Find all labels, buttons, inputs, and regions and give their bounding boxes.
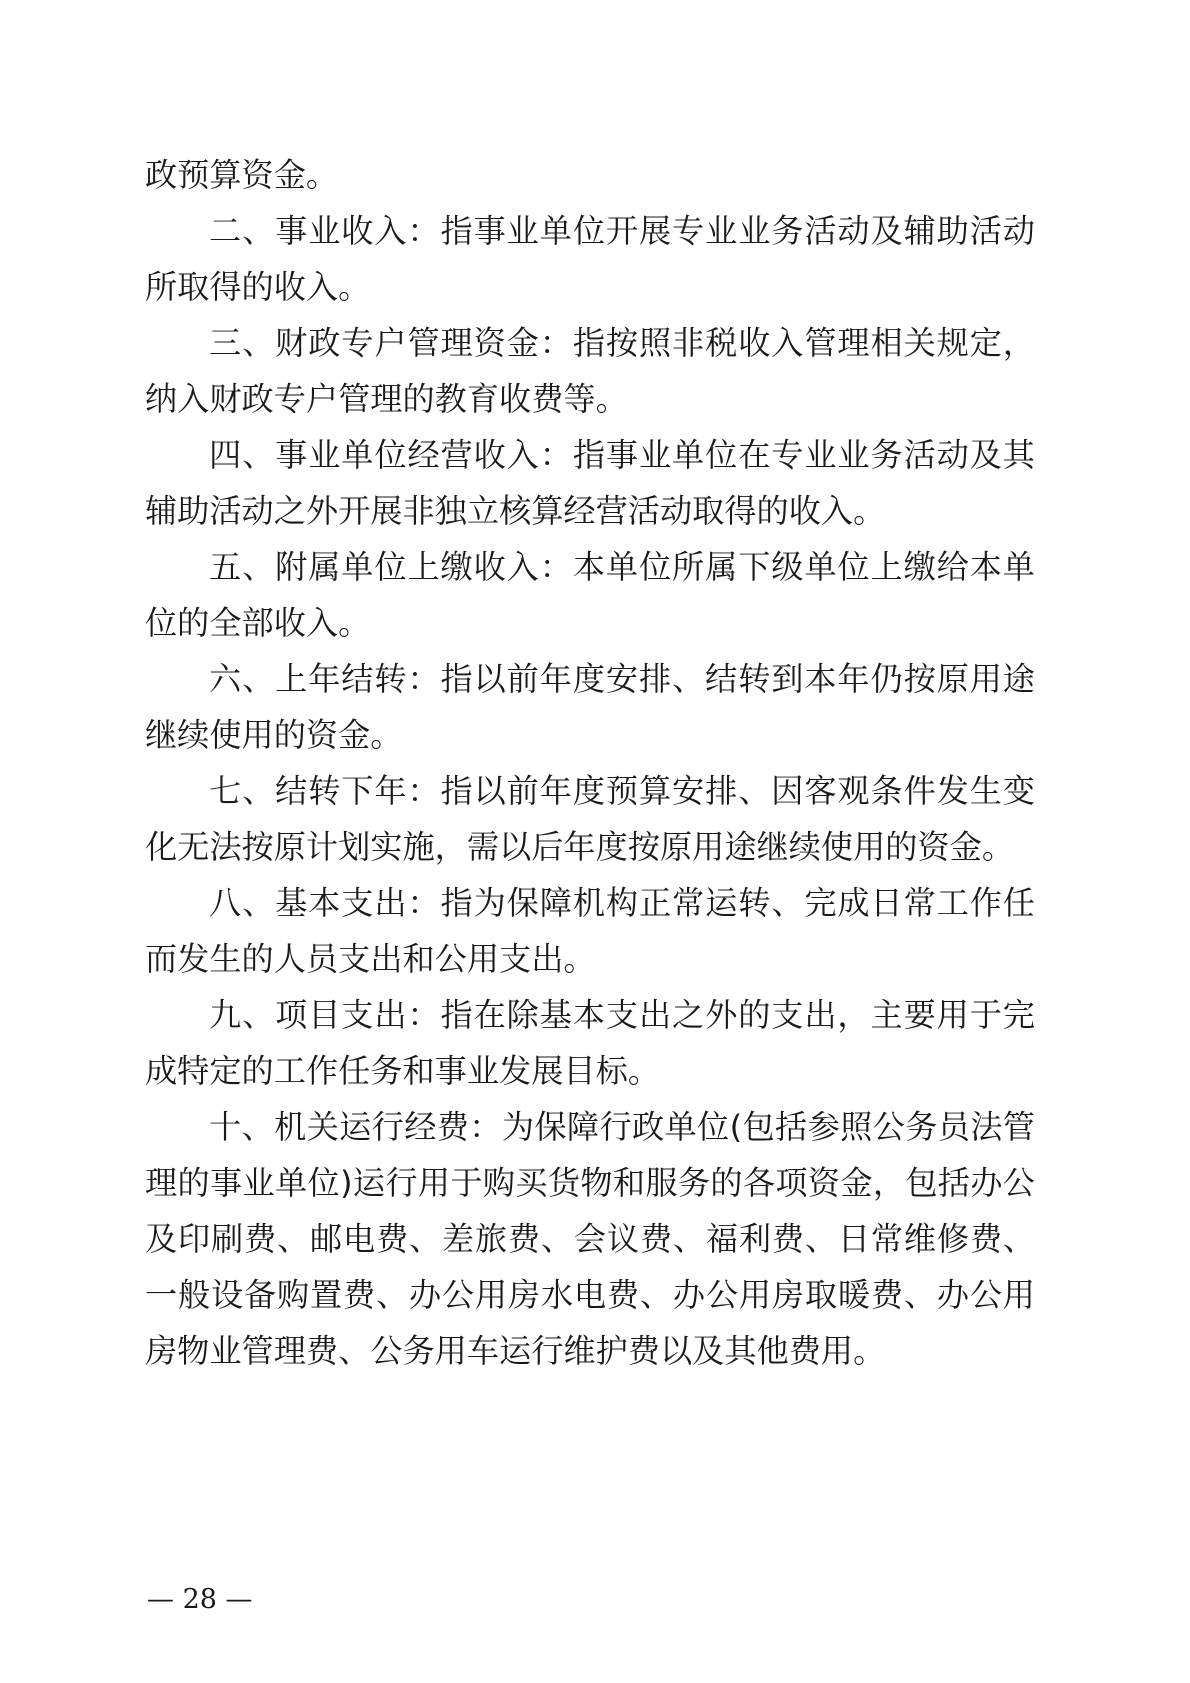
paragraph-item-7-carryover-next-year: 七、结转下年：指以前年度预算安排、因客观条件发生变化无法按原计划实施，需以后年度按原用途继续使用的资金。	[145, 772, 1035, 866]
paragraph-item-5-subordinate-remittance: 五、附属单位上缴收入：本单位所属下级单位上缴给本单位的全部收入。	[145, 548, 1035, 642]
paragraph-item-9-project-expenditure: 九、项目支出：指在除基本支出之外的支出，主要用于完成特定的工作任务和事业发展目标。	[145, 996, 1035, 1090]
paragraph-item-6-prior-year-carryover: 六、上年结转：指以前年度安排、结转到本年仍按原用途继续使用的资金。	[145, 660, 1035, 754]
paragraph-continuation: 政预算资金。	[145, 156, 339, 194]
document-body	[145, 147, 1035, 1379]
paragraph-item-3-special-account-funds: 三、财政专户管理资金：指按照非税收入管理相关规定，纳入财政专户管理的教育收费等。	[145, 324, 1035, 418]
page-number: — 28 —	[147, 1584, 253, 1615]
paragraph-item-8-basic-expenditure: 八、基本支出：指为保障机构正常运转、完成日常工作任而发生的人员支出和公用支出。	[145, 884, 1035, 978]
paragraph-item-10-operating-expenses: 十、机关运行经费：为保障行政单位(包括参照公务员法管理的事业单位)运行用于购买货物和服务的各项资金，包括办公及印刷费、邮电费、差旅费、会议费、福利费、日常维修费、一般设备购置费、办公用房水电费、办公用房取暖费、办公用房物业管理费、公务用车运行维护费以及其他费用。	[145, 1108, 1035, 1370]
paragraph-item-4-operating-income: 四、事业单位经营收入：指事业单位在专业业务活动及其辅助活动之外开展非独立核算经营活动取得的收入。	[145, 436, 1035, 530]
paragraph-item-2-business-income: 二、事业收入：指事业单位开展专业业务活动及辅助活动所取得的收入。	[145, 212, 1035, 306]
